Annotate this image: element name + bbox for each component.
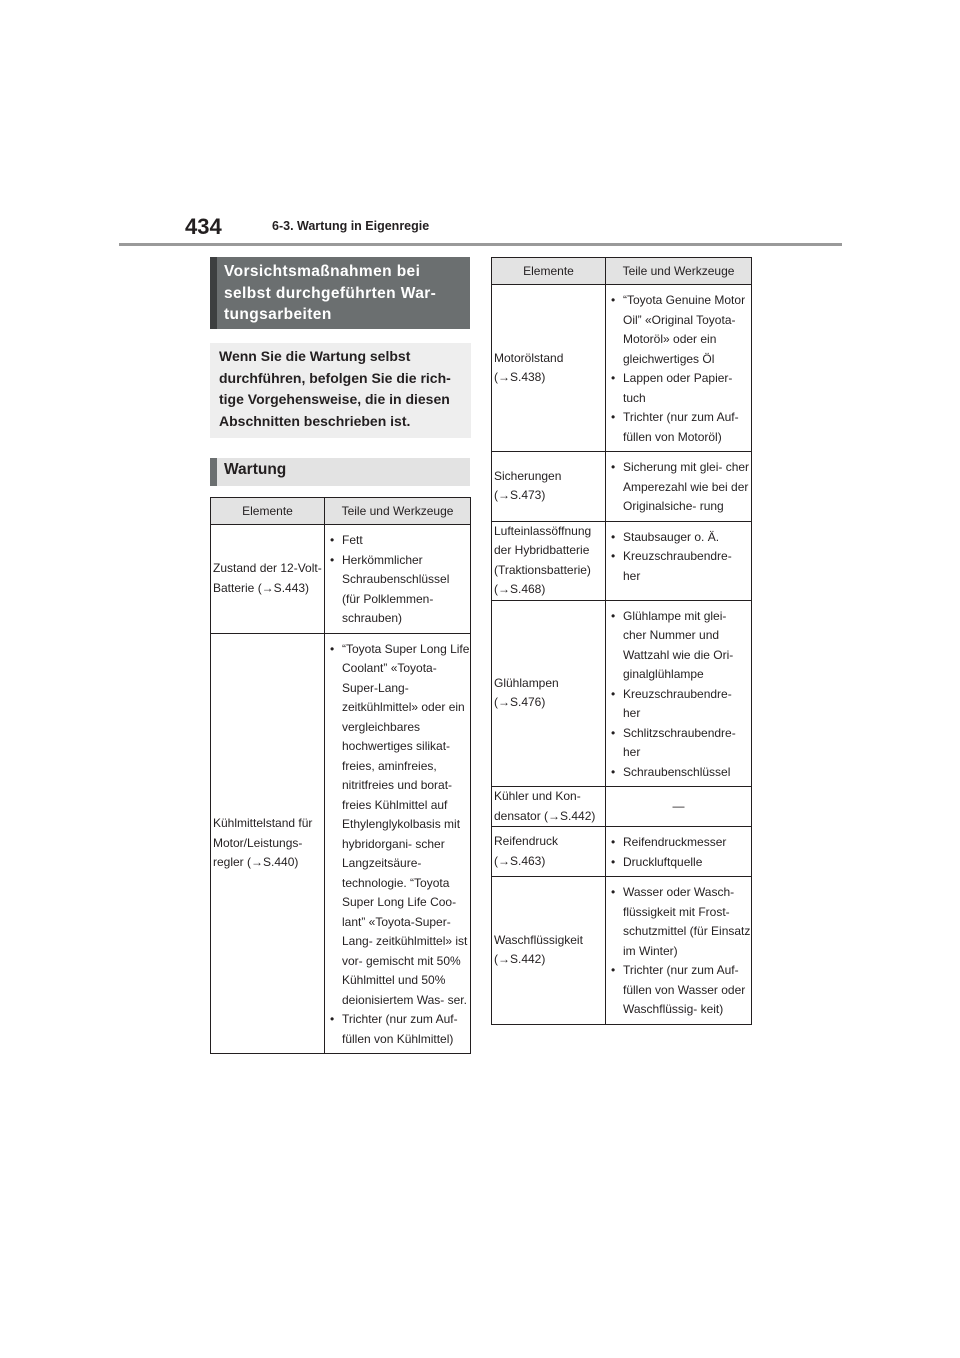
table-row — [492, 827, 752, 877]
table-row — [211, 525, 471, 634]
list-item: • Kreuzschraubendre- her — [606, 547, 751, 586]
parts-cell-empty: — — [606, 787, 752, 827]
element-cell: Kühler und Kon- densator (→S.442) — [492, 787, 606, 827]
parts-cell — [606, 827, 752, 877]
element-cell: Kühlmittelstand für Motor/Leistungs- regler (→S.440) — [211, 633, 325, 1054]
table-row — [492, 452, 752, 522]
parts-list — [606, 607, 751, 783]
list-item: • Schlitzschraubendre- her — [606, 724, 751, 763]
maintenance-table-right — [491, 257, 752, 1025]
maintenance-heading: Wartung — [224, 461, 287, 478]
parts-list — [606, 291, 751, 447]
header-rule — [119, 243, 842, 246]
table-body-left — [211, 525, 471, 1054]
intro-box — [210, 343, 471, 438]
table-header-row — [211, 498, 471, 525]
parts-list — [606, 833, 751, 872]
page-number: 434 — [185, 214, 222, 239]
title-accent-bar — [210, 257, 217, 329]
table-body-right — [492, 285, 752, 1025]
table-row — [211, 633, 471, 1054]
parts-list — [606, 883, 751, 1020]
list-item: • Fett — [325, 531, 470, 551]
table-row — [492, 285, 752, 452]
list-item: • Glühlampe mit glei- cher Nummer und Wattzahl wie die Ori- ginalglühlampe — [606, 607, 751, 685]
maintenance-subheading — [210, 458, 470, 486]
element-cell: Sicherungen (→S.473) — [492, 452, 606, 522]
list-item: • Schraubenschlüssel — [606, 763, 751, 783]
element-cell: Glühlampen (→S.476) — [492, 600, 606, 787]
section-title: 6-3. Wartung in Eigenregie — [272, 219, 430, 233]
parts-list — [606, 458, 751, 517]
parts-cell — [606, 877, 752, 1025]
element-cell: Motorölstand (→S.438) — [492, 285, 606, 452]
list-item: • Wasser oder Wasch- flüssigkeit mit Frost- schutzmittel (für Einsatz im Winter) — [606, 883, 751, 961]
table-row — [492, 521, 752, 600]
list-item: • Trichter (nur zum Auf- füllen von Wasser oder Waschflüssig- keit) — [606, 961, 751, 1020]
element-cell: Lufteinlassöffnung der Hybridbatterie (Traktionsbatterie) (→S.468) — [492, 521, 606, 600]
list-item: • Staubsauger o. Ä. — [606, 528, 751, 548]
column-header-element: Elemente — [492, 258, 606, 285]
list-item: • “Toyota Super Long Life Coolant” «Toyota-Super-Lang- zeitkühlmittel» oder ein vergleichbares hochwertiges silikat- freies, aminfreies, nitritfreies und borat- freies Kühlmittel auf Ethylenglykolbasis mit hybridorgani- scher Langzeitsäure- technologie. “Toyota Super Long Life Coo- lant” «Toyota-Super-Lang- zeitkühlmittel» ist vor- gemischt mit 50% Kühlmittel und 50% deionisiertem Was- ser. — [325, 640, 470, 1011]
parts-cell — [325, 633, 471, 1054]
parts-cell — [325, 525, 471, 634]
column-header-element: Elemente — [211, 498, 325, 525]
table-row — [492, 787, 752, 827]
parts-cell — [606, 600, 752, 787]
element-cell: Reifendruck (→S.463) — [492, 827, 606, 877]
precautions-title: Vorsichtsmaßnahmen bei selbst durchgeführten War- tungsarbeiten — [224, 263, 437, 323]
list-item: • Trichter (nur zum Auf- füllen von Kühlmittel) — [325, 1010, 470, 1049]
column-header-parts: Teile und Werkzeuge — [606, 258, 752, 285]
parts-cell — [606, 452, 752, 522]
list-item: • “Toyota Genuine Motor Oil” «Original Toyota-Motoröl» oder ein gleichwertiges Öl — [606, 291, 751, 369]
parts-cell — [606, 285, 752, 452]
list-item: • Druckluftquelle — [606, 853, 751, 873]
list-item: • Herkömmlicher Schraubenschlüssel (für Polklemmen- schrauben) — [325, 551, 470, 629]
maintenance-table-left — [210, 497, 471, 1054]
list-item: • Kreuzschraubendre- her — [606, 685, 751, 724]
subheading-accent-bar — [210, 458, 217, 486]
parts-list — [325, 640, 470, 1050]
element-cell: Waschflüssigkeit (→S.442) — [492, 877, 606, 1025]
table-row — [492, 877, 752, 1025]
column-header-parts: Teile und Werkzeuge — [325, 498, 471, 525]
parts-list — [325, 531, 470, 629]
parts-cell — [606, 521, 752, 600]
table-header-row — [492, 258, 752, 285]
element-cell: Zustand der 12-Volt-Batterie (→S.443) — [211, 525, 325, 634]
intro-text: Wenn Sie die Wartung selbst durchführen, befolgen Sie die rich- tige Vorgehensweise, die in diesen Abschnitten beschrieben ist. — [219, 348, 451, 429]
list-item: • Lappen oder Papier- tuch — [606, 369, 751, 408]
list-item: • Sicherung mit glei- cher Amperezahl wie bei der Originalsiche- rung — [606, 458, 751, 517]
list-item: • Reifendruckmesser — [606, 833, 751, 853]
parts-list — [606, 528, 751, 587]
precautions-title-box — [210, 257, 470, 329]
table-row — [492, 600, 752, 787]
list-item: • Trichter (nur zum Auf- füllen von Motoröl) — [606, 408, 751, 447]
